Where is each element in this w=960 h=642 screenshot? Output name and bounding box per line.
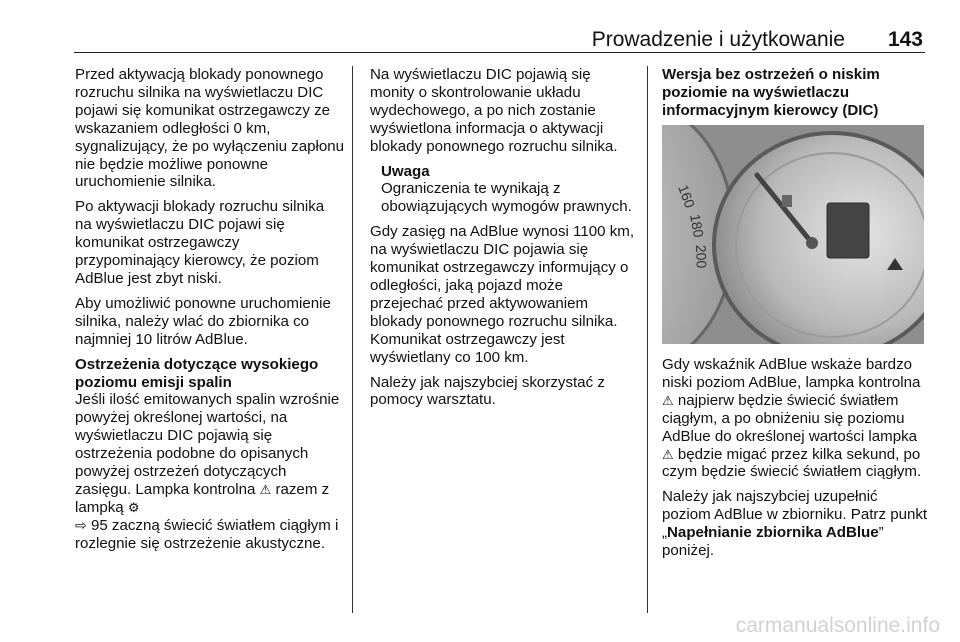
paragraph: Gdy zasięg na AdBlue wynosi 1100 km, na wyświetlaczu DIC pojawia się komunikat ostrzegawczy informujący o odległości, jaką pojazd może przejechać przed aktywowaniem blokady ponownego rozruchu silnika. Komunikat ostrzegawczy jest wyświetlany co 100 km. — [370, 223, 635, 366]
note-text: Ograniczenia te wynikają z obowiązujących wymogów prawnych. — [381, 180, 632, 216]
note-title: Uwaga — [381, 162, 430, 180]
paragraph — [662, 356, 930, 481]
paragraph: Po aktywacji blokady rozruchu silnika na wyświetlaczu DIC pojawi się komunikat ostrzegawczy przypominający kierowcy, że poziom AdBlue jest zbyt niski. — [75, 198, 325, 287]
column-1 — [75, 66, 345, 560]
paragraph-text: Jeśli ilość emitowanych spalin wzrośnie powyżej określonej wartości, na wyświetlaczu DIC pojawią się ostrzeżenia podobne do opisanych powyżej ostrzeżeń dotyczących zasięgu. Lampka kontrolna — [75, 391, 340, 498]
section-heading: Ostrzeżenia dotyczące wysokiego poziomu emisji spalin — [75, 355, 319, 391]
paragraph: Przed aktywacją blokady ponownego rozruchu silnika na wyświetlaczu DIC pojawi się komunikat ostrzegawczy ze wskazaniem odległości 0 km, sygnalizujący, że po wyłączeniu zapłonu nie będzie możliwe ponowne uruchomienie silnika. — [75, 66, 345, 191]
paragraph-text: razem z lampką — [75, 480, 330, 516]
column-divider — [352, 66, 353, 613]
speed-tick-label: 180 — [687, 212, 707, 239]
page-number: 143 — [887, 28, 923, 51]
paragraph: Aby umożliwić ponowne uruchomienie silnika, należy wlać do zbiornika co najmniej 10 litrów AdBlue. — [75, 294, 331, 348]
paragraph — [75, 391, 345, 552]
adblue-warning-icon: ⚠ — [662, 392, 674, 408]
engine-check-icon: ⚙ — [127, 499, 140, 515]
speed-tick-label: 200 — [693, 244, 710, 269]
paragraph-text: 95 zaczną świecić światłem ciągłym i rozlegnie się ostrzeżenie akustyczne. — [75, 516, 339, 552]
page-title: Prowadzenie i użytkowanie — [591, 28, 845, 51]
paragraph-text: Gdy wskaźnik AdBlue wskaże bardzo niski poziom AdBlue, lampka kontrolna — [662, 356, 921, 391]
paragraph-text: Należy jak najszybciej uzupełnić poziom AdBlue w zbiorniku. Patrz punkt „ — [662, 488, 928, 542]
note-box — [370, 163, 638, 217]
column-divider — [647, 66, 648, 613]
adblue-warning-icon: ⚠ — [662, 446, 674, 462]
column-3-body — [662, 356, 930, 567]
needle-hub — [806, 237, 818, 249]
page-reference-arrow-icon: ⇨ — [75, 516, 87, 533]
column-2 — [370, 66, 638, 416]
instrument-cluster-photo — [662, 125, 924, 344]
paragraph-text: ” poniżej. — [662, 524, 884, 560]
column-3 — [662, 66, 930, 120]
gauge-illustration — [662, 125, 924, 344]
cross-reference-link[interactable]: Napełnianie zbiornika AdBlue — [667, 524, 879, 542]
paragraph-text: będzie migać przez kilka sekund, po czym będzie świecić światłem ciągłym. — [662, 445, 922, 481]
paragraph: Należy jak najszybciej skorzystać z pomocy warsztatu. — [370, 373, 605, 409]
paragraph: Na wyświetlaczu DIC pojawią się monity o skontrolowanie układu wydechowego, a po nich zostanie wyświetlona informacja o aktywacji blokady ponownego rozruchu silnika. — [370, 66, 618, 155]
page-header — [74, 26, 925, 53]
adblue-warning-icon: ⚠ — [259, 481, 272, 497]
fuel-pump-icon — [782, 195, 792, 207]
paragraph — [662, 488, 930, 560]
paragraph-text: najpierw będzie świecić światłem ciągłym, a po obniżeniu się poziomu AdBlue do określonej wartości lampka — [662, 391, 918, 445]
section-heading: Wersja bez ostrzeżeń o niskim poziomie na wyświetlaczu informacyjnym kierowcy (DIC) — [662, 66, 880, 119]
speed-tick-label: 160 — [675, 182, 699, 210]
dic-display — [827, 203, 869, 258]
watermark: carmanualsonline.info — [735, 614, 940, 637]
